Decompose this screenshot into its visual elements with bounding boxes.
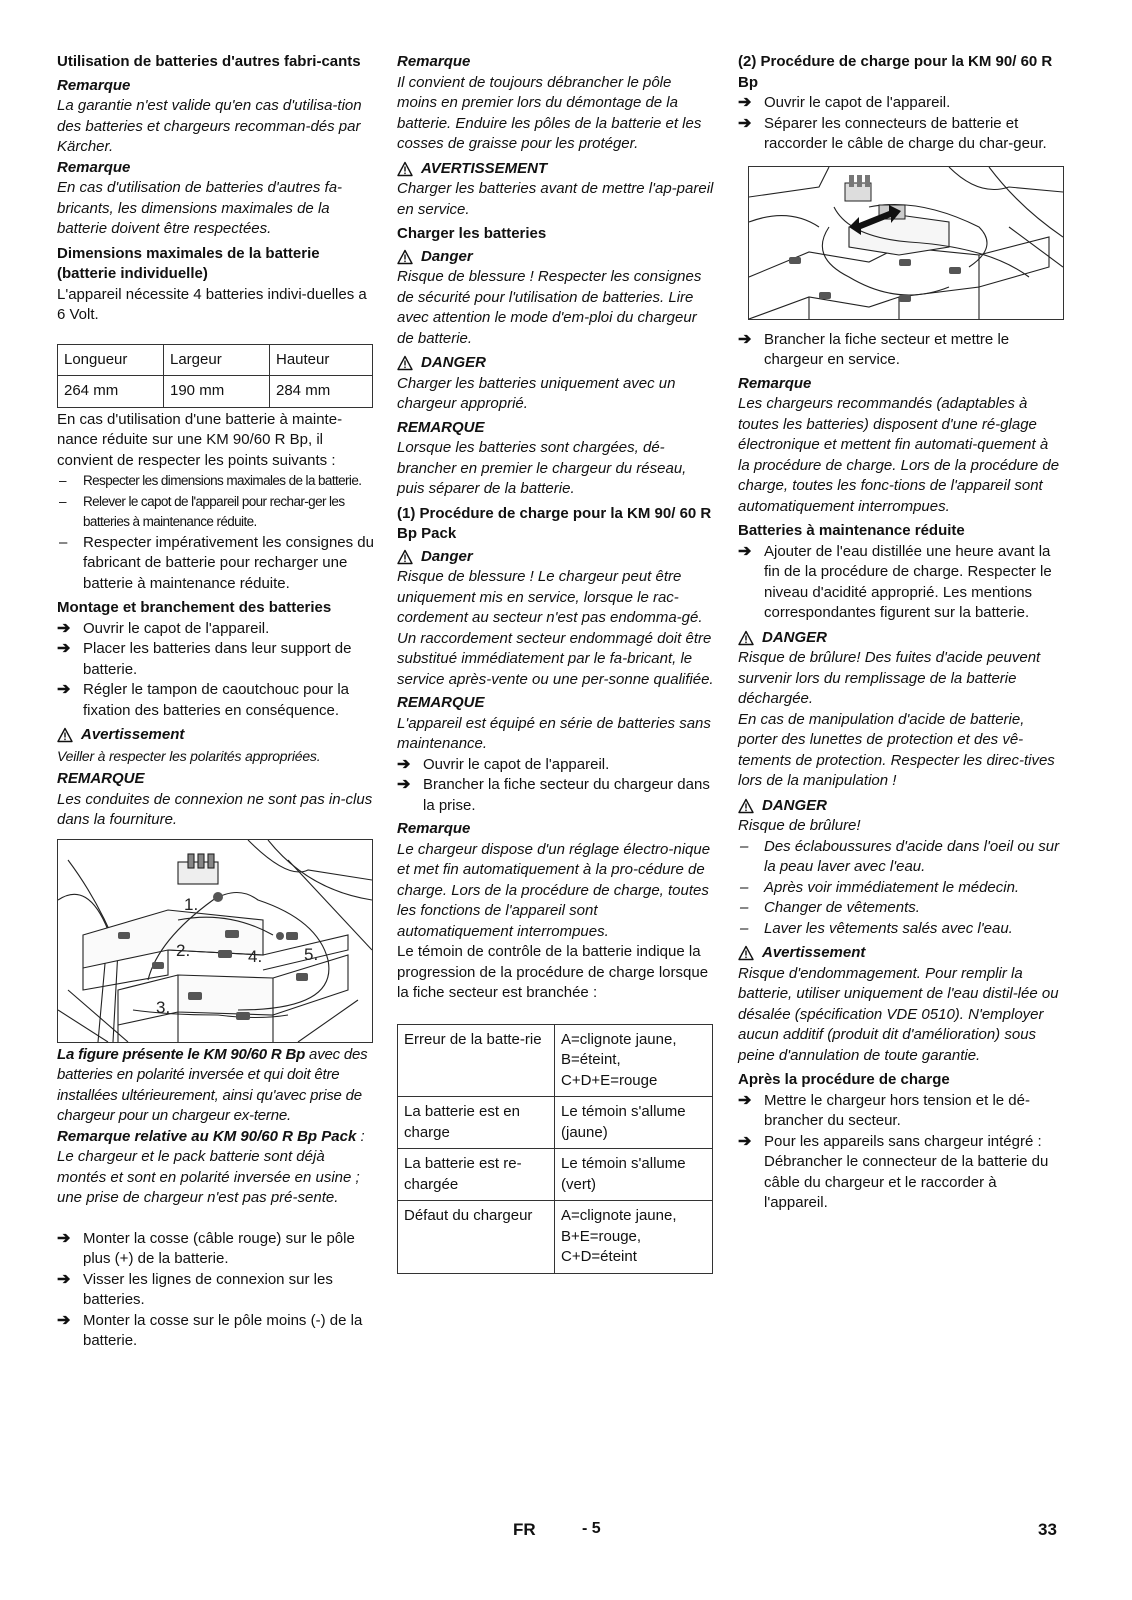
arrow-right-icon: ➔ (57, 681, 71, 698)
list-item: – Relever le capot de l'appareil pour rechar-ger les batteries à maintenance réduite. (59, 493, 345, 529)
table-row (398, 1097, 713, 1149)
warning-triangle-icon (397, 161, 414, 177)
remarque-title: REMARQUE (397, 418, 485, 436)
avertissement-text: Charger les batteries avant de mettre l'ap-pareil en service. (397, 180, 714, 218)
warning-triangle-icon (738, 945, 755, 961)
remarque-text: Les chargeurs recommandés (adaptables à toutes les batteries) disposent d'une ré-glage électronique et mettent fin automati-quement à la procédure de charge. Lors de la procédure de charge, toutes les fonc-tions de l'appareil sont automatiquement interrompues. (738, 395, 1060, 515)
heading-procedure-1: (1) Procédure de charge pour la KM 90/ 60 R Bp Pack (397, 504, 712, 542)
table-header-cell: Longueur (58, 344, 164, 376)
remarque-title: Remarque (738, 374, 812, 392)
arrow-right-icon: ➔ (57, 1270, 71, 1288)
remarque-title: Remarque (57, 158, 131, 176)
table-cell: La batterie est en charge (398, 1097, 555, 1149)
arrow-right-icon: ➔ (738, 1132, 752, 1150)
arrow-right-icon: ➔ (738, 330, 752, 348)
table-cell: Défaut du chargeur (398, 1201, 555, 1274)
avertissement-heading: Avertissement (57, 725, 375, 746)
remarque-text: En cas d'utilisation de batteries d'autres fa-bricants, les dimensions maximales de la batterie doivent être respectées. (57, 179, 343, 237)
arrow-right-icon: ➔ (738, 114, 752, 132)
step-item: ➔ Brancher la fiche secteur et mettre le chargeur en service. (738, 330, 1010, 368)
figure-label: 3. (156, 997, 171, 1017)
table-cell: Le témoin s'allume (vert) (555, 1149, 713, 1201)
avertissement-text: Risque d'endommagement. Pour remplir la batterie, utiliser uniquement de l'eau distil-lée ou désalée (spécification VDE 0510). N'employer aucun additif (produit dit d'amélioration) sous peine d'annulation de toute garantie. (738, 964, 1059, 1064)
danger-heading: DANGER (738, 796, 1060, 817)
warning-triangle-icon (738, 798, 755, 814)
table-row (58, 376, 373, 408)
heading-batteries-autres: Utilisation de batteries d'autres fabri-cants (57, 53, 361, 70)
heading-procedure-2: (2) Procédure de charge pour la KM 90/ 60 R Bp (738, 53, 1053, 91)
charger-connection-figure (748, 166, 1064, 320)
figure-label: 2. (176, 940, 191, 960)
table-row (398, 1024, 713, 1097)
table-row (398, 1149, 713, 1201)
dimensions-table (57, 344, 373, 408)
heading-dimensions: Dimensions maximales de la batterie (batterie individuelle) (57, 244, 320, 282)
danger-heading: DANGER (738, 628, 1060, 649)
remarque-title: REMARQUE (57, 770, 145, 787)
figure-label: 5. (304, 944, 319, 964)
list-item: – Laver les vêtements salés avec l'eau. (740, 919, 1013, 937)
step-item: ➔ Mettre le chargeur hors tension et le dé-brancher du secteur. (738, 1091, 1030, 1129)
table-cell: La batterie est re-chargée (398, 1149, 555, 1201)
arrow-right-icon: ➔ (738, 1091, 752, 1109)
remarque-text: Lorsque les batteries sont chargées, dé-brancher en premier le chargeur du réseau, puis séparer de la batterie. (397, 439, 687, 497)
remarque-text: La garantie n'est valide qu'en cas d'utilisa-tion des batteries et chargeurs recomman-dés par Kärcher. (57, 97, 362, 155)
remarque-title: REMARQUE (397, 694, 485, 711)
avertissement-heading: AVERTISSEMENT (397, 159, 715, 180)
pack-note: Remarque relative au KM 90/60 R Bp Pack : Le chargeur et le pack batterie sont déjà montés et sont en polarité inversée en usine ; une prise de chargeur n'est pas pré-sente. (57, 1127, 365, 1206)
danger-heading: Danger (397, 547, 715, 568)
heading-maintenance: Batteries à maintenance réduite (738, 522, 965, 539)
table-cell: A=clignote jaune, B=éteint, C+D+E=rouge (555, 1024, 713, 1097)
remarque-title: Remarque (57, 76, 131, 94)
status-table (397, 1024, 713, 1274)
list-item: – Changer de vêtements. (740, 899, 920, 916)
table-cell: A=clignote jaune, B+E=rouge, C+D=éteint (555, 1201, 713, 1274)
table-header-cell: Hauteur (270, 344, 373, 376)
table-cell: 284 mm (270, 376, 373, 408)
list-item: – Après voir immédiatement le médecin. (740, 878, 1020, 896)
maintenance-text: En cas d'utilisation d'une batterie à mainte-nance réduite sur une KM 90/60 R Bp, il convient de respecter les points suivants : (57, 410, 343, 469)
danger-text: Risque de blessure ! Respecter les consignes de sécurité pour l'utilisation de batteries. Lire avec attention le mode d'em-ploi du chargeur de batterie. (397, 268, 702, 347)
warning-triangle-icon (397, 355, 414, 371)
step-item: ➔ Placer les batteries dans leur support de batterie. (57, 640, 352, 678)
warning-triangle-icon (397, 249, 414, 265)
danger-text: Charger les batteries uniquement avec un chargeur approprié. (397, 374, 676, 412)
danger-text: En cas de manipulation d'acide de batterie, porter des lunettes de protection et des vê-tements de protection. Respecter les direc-tives lors de la manipulation ! (738, 710, 1055, 789)
footer-language: FR (513, 1520, 536, 1539)
step-item: ➔ Ouvrir le capot de l'appareil. (57, 619, 375, 640)
column-1 (57, 52, 375, 1352)
arrow-right-icon: ➔ (57, 1229, 71, 1247)
dimensions-text: L'appareil nécessite 4 batteries indivi-duelles a 6 Volt. (57, 285, 367, 323)
list-item: – Des éclaboussures d'acide dans l'oeil ou sur la peau laver avec l'eau. (740, 837, 1060, 875)
temoin-text: Le témoin de contrôle de la batterie indique la progression de la procédure de charge lorsque la fiche secteur est branchée : (397, 943, 709, 1001)
table-row (398, 1201, 713, 1274)
footer-page-number: 33 (1038, 1520, 1057, 1539)
figure-label: 1. (184, 894, 199, 914)
danger-text: Risque de brûlure! (738, 817, 861, 834)
list-item: – Respecter les dimensions maximales de la batterie. (59, 473, 362, 488)
danger-heading: Danger (397, 247, 715, 268)
heading-montage: Montage et branchement des batteries (57, 599, 332, 616)
battery-wiring-figure (57, 839, 373, 1043)
step-item: ➔ Monter la cosse sur le pôle moins (-) de la batterie. (57, 1311, 363, 1349)
step-item: ➔ Brancher la fiche secteur du chargeur dans la prise. (397, 776, 710, 814)
heading-charger: Charger les batteries (397, 225, 547, 242)
table-cell: 190 mm (164, 376, 270, 408)
figure-label: 4. (248, 946, 263, 966)
remarque-text: Il convient de toujours débrancher le pôle moins en premier lors du démontage de la batterie. Enduire les pôles de la batterie et les cosses de graisse pour les protéger. (397, 73, 702, 152)
arrow-right-icon: ➔ (57, 619, 71, 637)
table-cell: Le témoin s'allume (jaune) (555, 1097, 713, 1149)
column-2 (397, 52, 715, 1274)
remarque-title: Remarque (397, 53, 471, 70)
step-item: ➔ Séparer les connecteurs de batterie et raccorder le câble de charge du char-geur. (738, 114, 1047, 152)
charger-illustration (749, 167, 1063, 319)
step-item: ➔ Régler le tampon de caoutchouc pour la fixation des batteries en conséquence. (57, 681, 350, 719)
figure-caption: La figure présente le KM 90/60 R Bp avec des batteries en polarité inversée et qui doit être installées ultérieurement, ainsi qu'avec prise de chargeur pour un chargeur ex-terne. (57, 1045, 368, 1124)
heading-apres: Après la procédure de charge (738, 1071, 950, 1088)
table-cell: Erreur de la batte-rie (398, 1024, 555, 1097)
danger-text: Risque de brûlure! Des fuites d'acide peuvent survenir lors du remplissage de la batterie déchargée. (738, 649, 1041, 707)
danger-text: Risque de blessure ! Le chargeur peut être uniquement mis en service, lorsque le rac-cordement au secteur n'est pas endomma-gé. Un raccordement secteur endommagé doit être substitué immédiatement par le fa-bricant, le service après-vente ou une per-sonne qualifiée. (397, 568, 714, 688)
step-item: ➔ Monter la cosse (câble rouge) sur le pôle plus (+) de la batterie. (57, 1229, 355, 1267)
table-row (58, 344, 373, 376)
arrow-right-icon: ➔ (738, 94, 752, 111)
step-item: ➔ Ouvrir le capot de l'appareil. (738, 93, 1060, 114)
warning-triangle-icon (738, 630, 755, 646)
avertissement-text: Veiller à respecter les polarités appropriées. (57, 747, 321, 764)
remarque-text: Les conduites de connexion ne sont pas in-clus dans la fourniture. (57, 790, 373, 828)
table-cell: 264 mm (58, 376, 164, 408)
step-item: ➔ Ouvrir le capot de l'appareil. (397, 755, 715, 776)
remarque-text: Le chargeur dispose d'un réglage électro-nique et met fin automatiquement à la pro-cédure de charge. Lors de la procédure de charge, toutes les fonctions de l'appareil sont automatiquement interrompues. (397, 840, 711, 940)
battery-illustration (58, 840, 372, 1042)
warning-triangle-icon (397, 549, 414, 565)
step-item: ➔ Ajouter de l'eau distillée une heure avant la fin de la procédure de charge. Respecter le niveau d'acidité approprié. Les mentions correspondantes figurent sur la batterie. (738, 542, 1052, 621)
step-item: ➔ Pour les appareils sans chargeur intégré : Débrancher le connecteur de la batterie du câble du chargeur et le raccorder à l'appareil. (738, 1132, 1049, 1211)
list-item: – Respecter impérativement les consignes du fabricant de batterie pour recharger une batterie à maintenance réduite. (59, 533, 374, 592)
arrow-right-icon: ➔ (738, 542, 752, 560)
arrow-right-icon: ➔ (397, 776, 411, 793)
danger-heading: DANGER (397, 353, 715, 374)
step-item: ➔ Visser les lignes de connexion sur les batteries. (57, 1270, 333, 1308)
table-header-cell: Largeur (164, 344, 270, 376)
column-3 (738, 52, 1060, 1214)
arrow-right-icon: ➔ (57, 640, 71, 657)
footer-section-page: - 5 (582, 1520, 601, 1537)
avertissement-heading: Avertissement (738, 943, 1060, 964)
arrow-right-icon: ➔ (57, 1311, 71, 1329)
arrow-right-icon: ➔ (397, 755, 411, 773)
remarque-text: L'appareil est équipé en série de batteries sans maintenance. (397, 714, 711, 752)
warning-triangle-icon (57, 727, 74, 743)
remarque-title: Remarque (397, 820, 471, 837)
